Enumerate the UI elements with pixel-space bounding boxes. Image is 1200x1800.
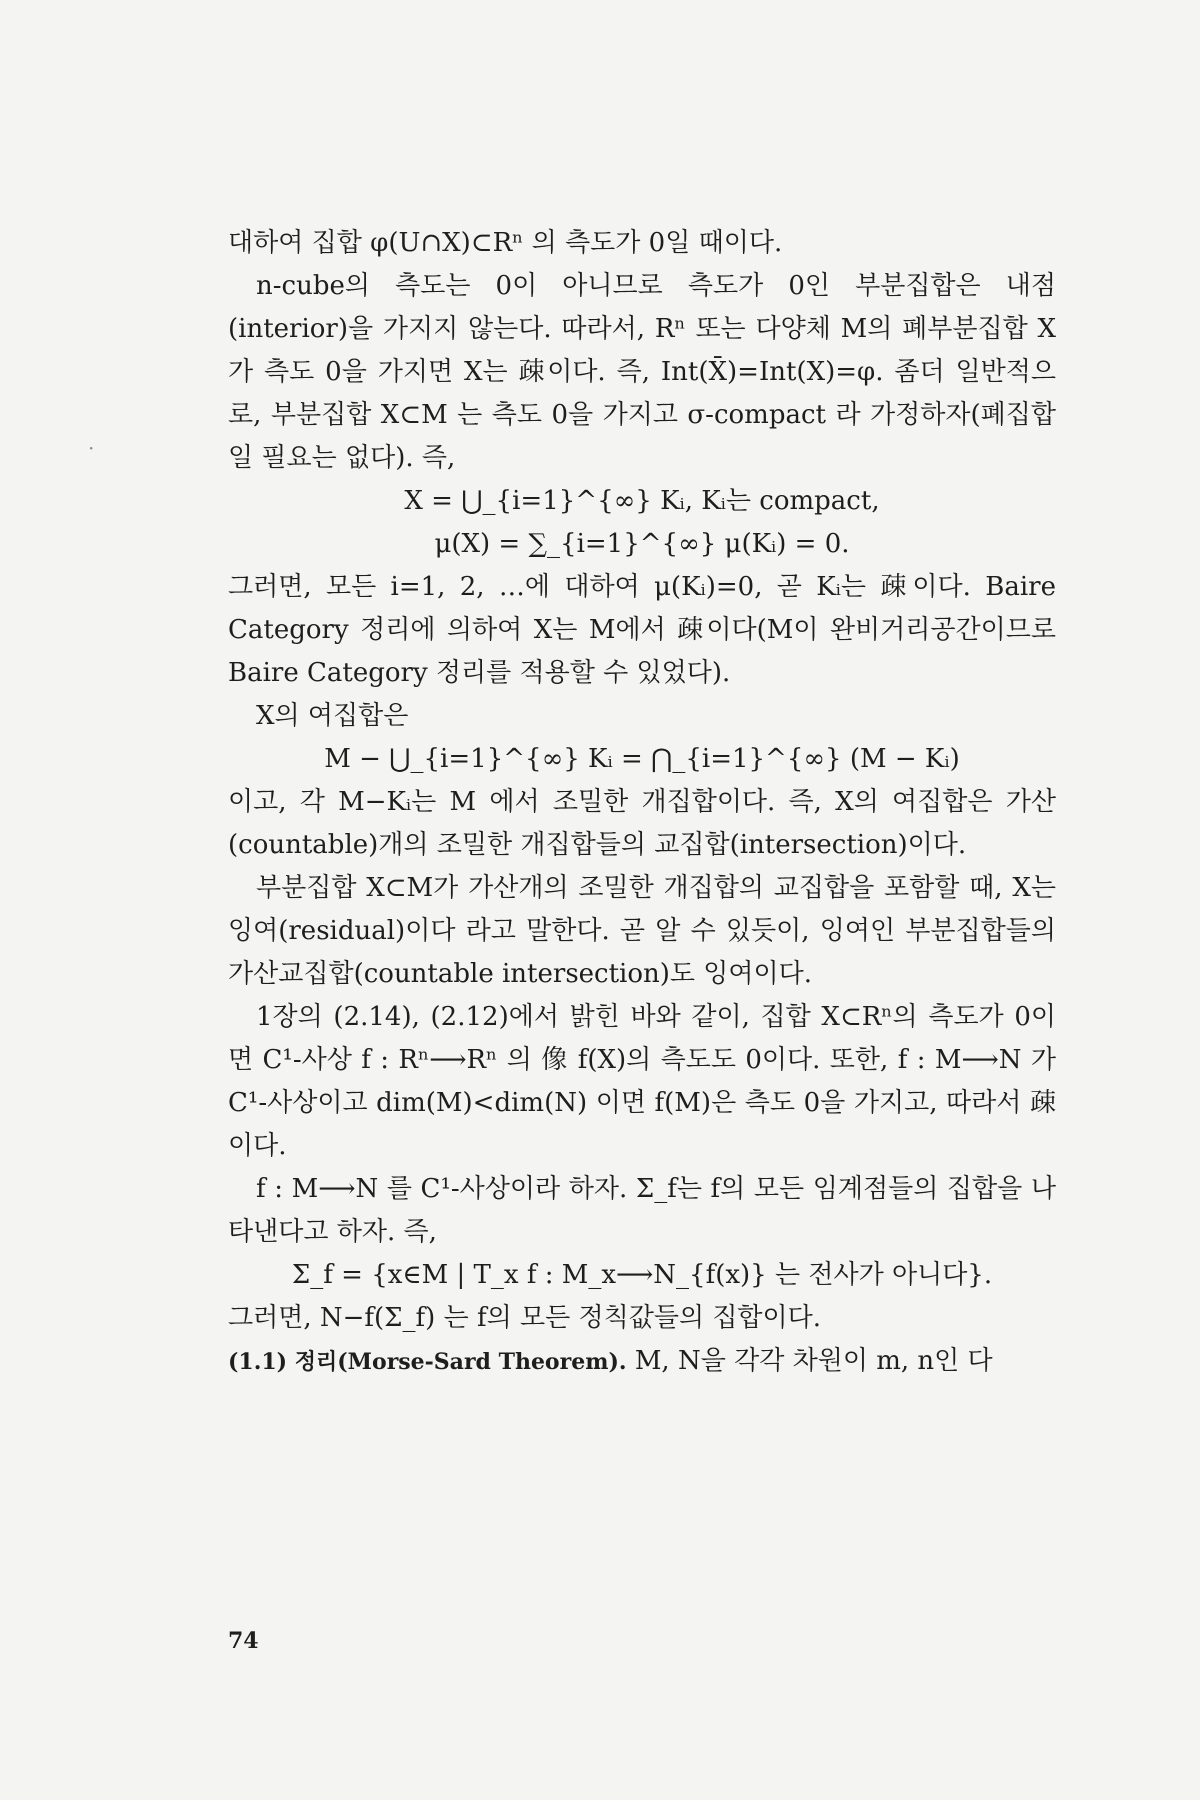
theorem-label: (1.1) 정리(Morse-Sard Theorem). — [228, 1349, 627, 1375]
body-text — [228, 222, 1056, 1384]
paragraph: 1장의 (2.14), (2.12)에서 밝힌 바와 같이, 집합 X⊂Rⁿ의 측도가 0이면 C¹-사상 f : Rⁿ⟶Rⁿ 의 像 f(X)의 측도도 0이다. 또한, f : M⟶N 가 C¹-사상이고 dim(M)<dim(N) 이면 f(M)은 측도 0을 가지고, 따라서 疎이다. — [228, 1002, 1056, 1161]
page-number: 74 — [228, 1628, 259, 1654]
paragraph: 그러면, N−f(Σ_f) 는 f의 모든 정칙값들의 집합이다. — [228, 1303, 822, 1333]
theorem-text: M, N을 각각 차원이 m, n인 다 — [634, 1346, 993, 1376]
paragraph: n-cube의 측도는 0이 아니므로 측도가 0인 부분집합은 내점(interior)을 가지지 않는다. 따라서, Rⁿ 또는 다양체 M의 폐부분집합 X가 측도 0을 가지면 X는 疎이다. 즉, Int(X̄)=Int(X)=φ. 좀더 일반적으로, 부분집합 X⊂M 는 측도 0을 가지고 σ-compact 라 가정하자(폐집합일 필요는 없다). 즉, — [228, 271, 1056, 473]
formula-complement: M − ⋃_{i=1}^{∞} Kᵢ = ⋂_{i=1}^{∞} (M − Kᵢ) — [324, 744, 960, 774]
formula-critical-set: Σ_f = {x∈M | T_x f : M_x⟶N_{f(x)} 는 전사가 아니다}. — [291, 1260, 993, 1290]
paragraph: 그러면, 모든 i=1, 2, …에 대하여 μ(Kᵢ)=0, 곧 Kᵢ는 疎이다. Baire Category 정리에 의하여 X는 M에서 疎이다(M이 완비거리공간이므로 Baire Category 정리를 적용할 수 있었다). — [228, 572, 1056, 688]
formula-union: X = ⋃_{i=1}^{∞} Kᵢ, Kᵢ는 compact, — [404, 486, 880, 516]
paragraph: 대하여 집합 φ(U∩X)⊂Rⁿ 의 측도가 0일 때이다. — [228, 228, 783, 258]
formula-measure: μ(X) = ∑_{i=1}^{∞} μ(Kᵢ) = 0. — [434, 529, 850, 559]
paragraph: 이고, 각 M−Kᵢ는 M 에서 조밀한 개집합이다. 즉, X의 여집합은 가산(countable)개의 조밀한 개집합들의 교집합(intersection)이다. — [228, 787, 1056, 860]
paragraph: 부분집합 X⊂M가 가산개의 조밀한 개집합의 교집합을 포함할 때, X는 잉여(residual)이다 라고 말한다. 곧 알 수 있듯이, 잉여인 부분집합들의 가산교집합(countable intersection)도 잉여이다. — [228, 873, 1056, 989]
paragraph: f : M⟶N 를 C¹-사상이라 하자. Σ_f는 f의 모든 임계점들의 집합을 나타낸다고 하자. 즉, — [228, 1174, 1056, 1247]
theorem-heading — [228, 1340, 1056, 1384]
paragraph: X의 여집합은 — [256, 701, 409, 731]
scan-speck: · — [88, 436, 95, 460]
